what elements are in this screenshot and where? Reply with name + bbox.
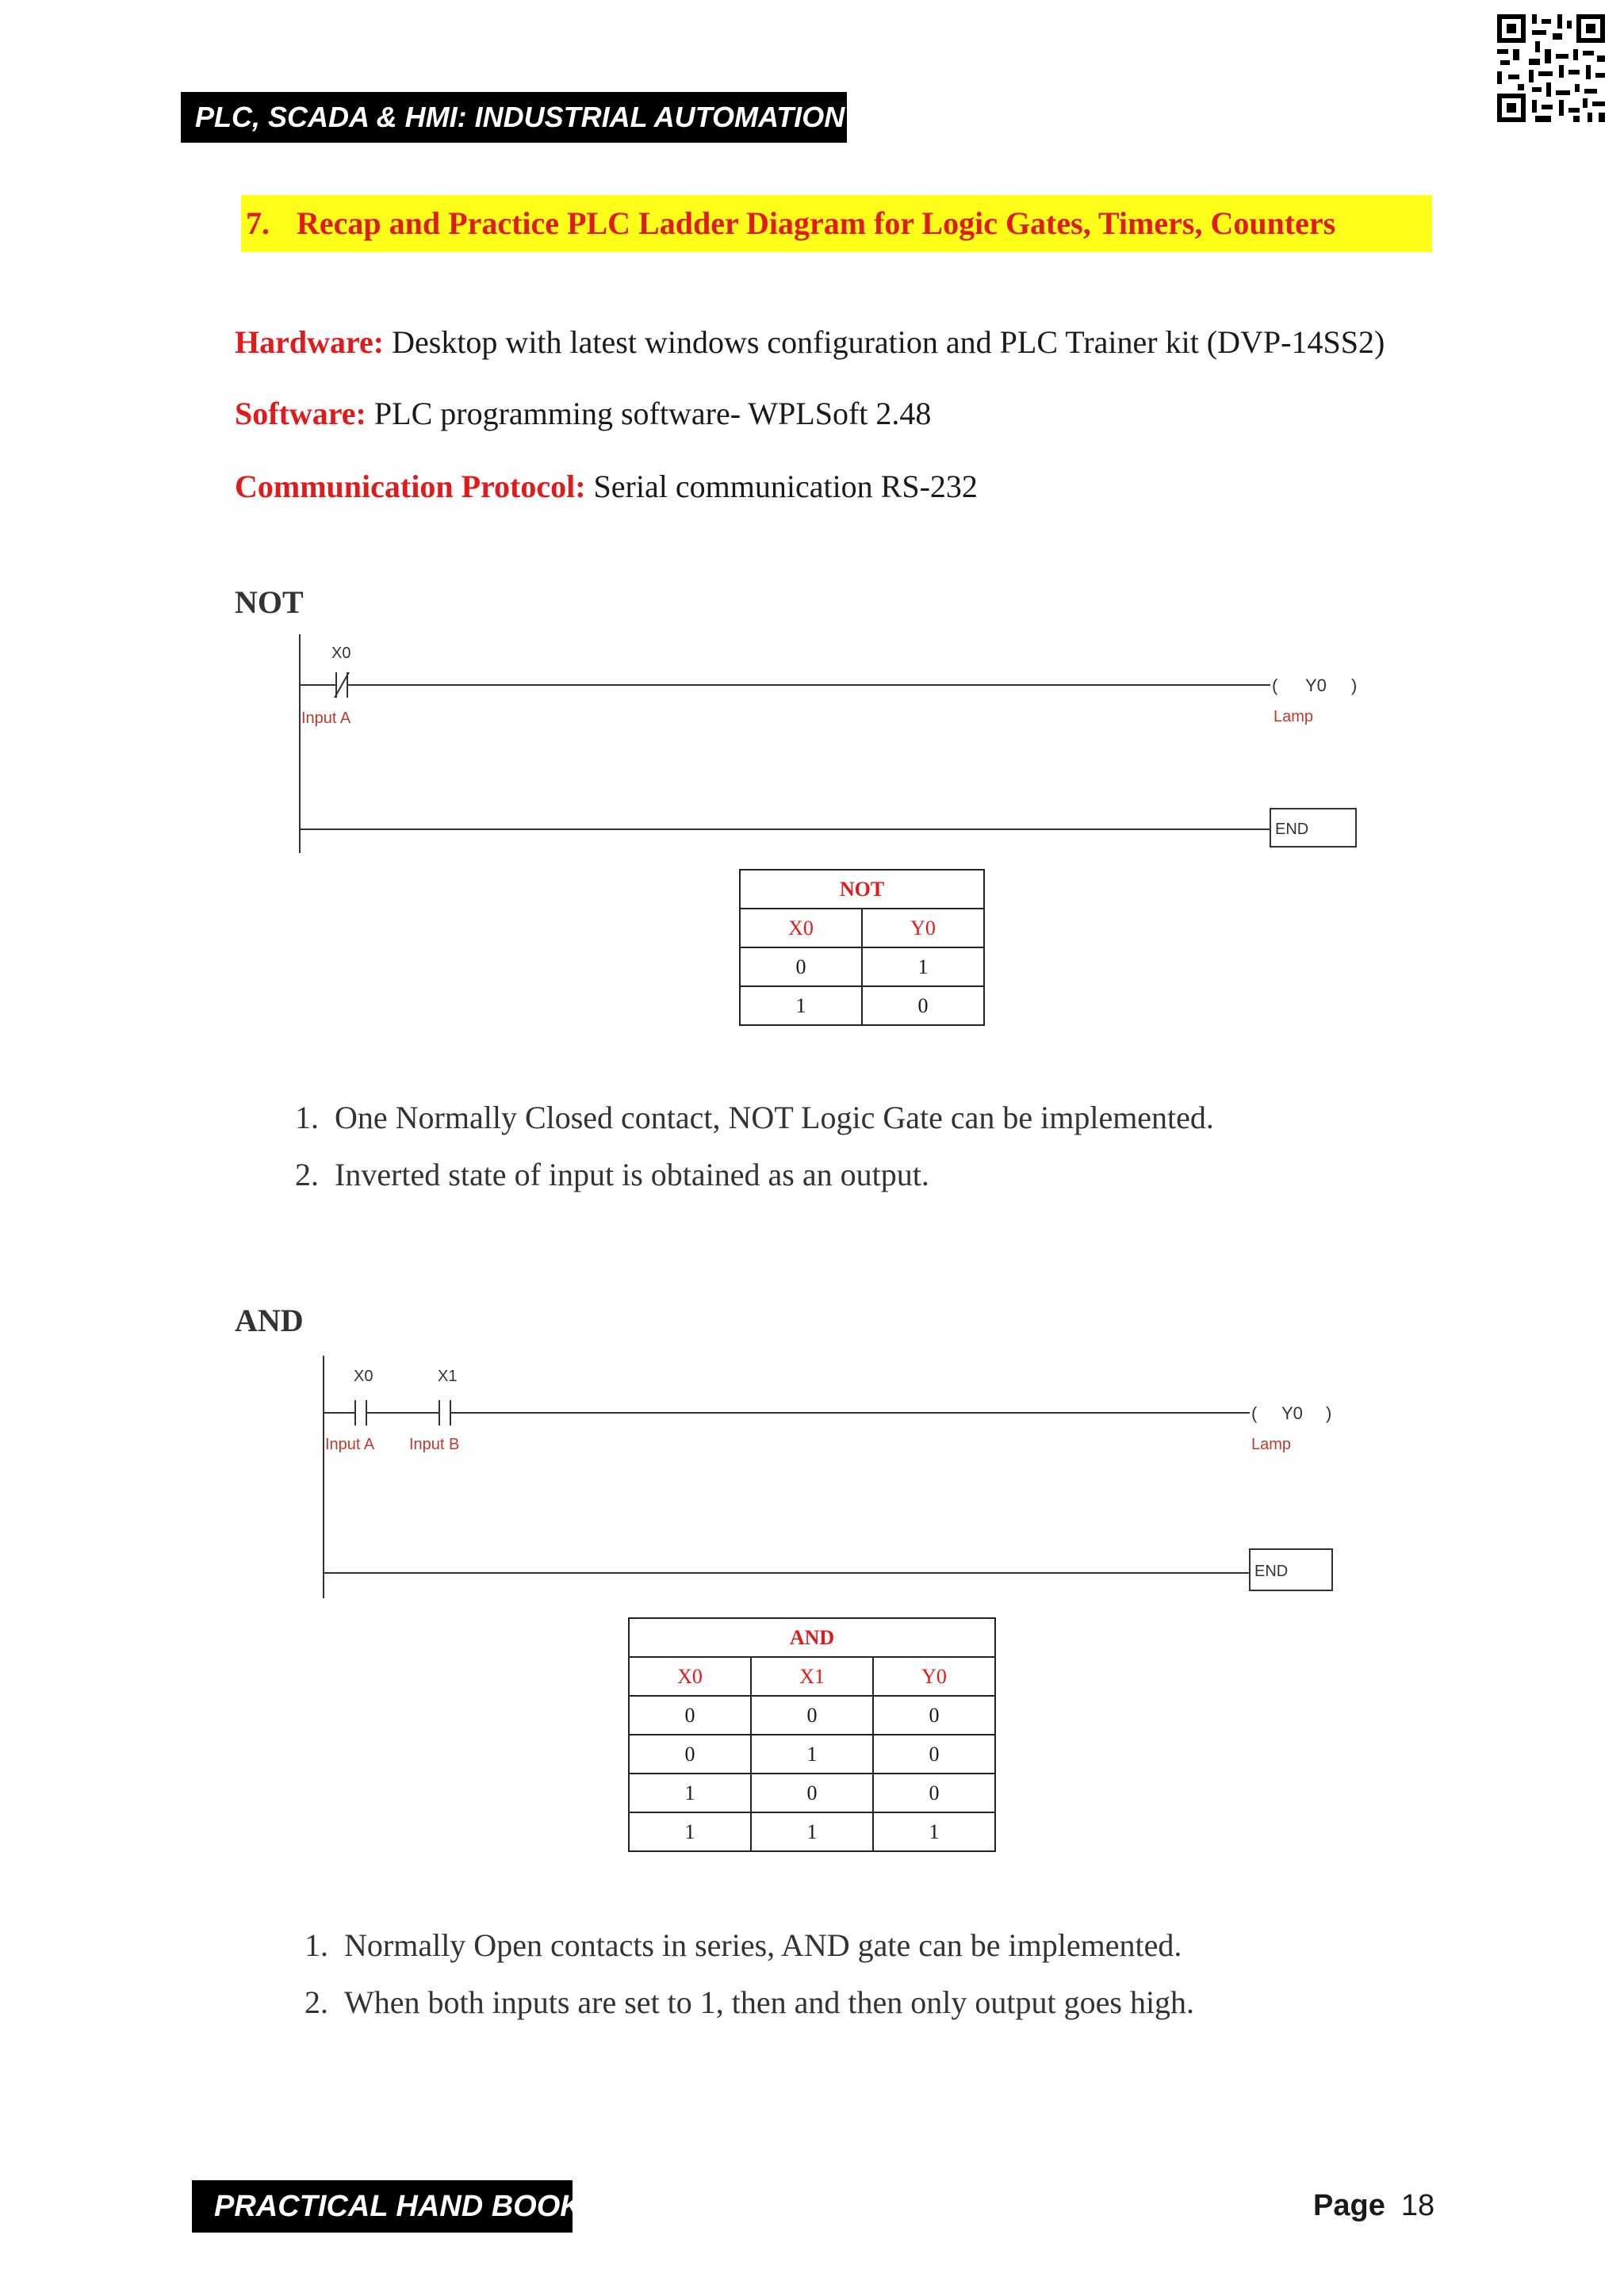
- table-cell: 0: [873, 1696, 995, 1735]
- not-table-header: X0: [740, 909, 862, 947]
- table-cell: 1: [740, 986, 862, 1025]
- section-number: 7.: [246, 205, 270, 241]
- and-coil-open: (: [1251, 1403, 1258, 1423]
- table-cell: 1: [873, 1812, 995, 1851]
- table-cell: 0: [751, 1774, 873, 1812]
- table-cell: 0: [873, 1735, 995, 1774]
- table-row: [629, 1735, 995, 1774]
- hardware-line: [235, 323, 1385, 361]
- not-coil-label: Lamp: [1274, 708, 1314, 725]
- table-row: [629, 1812, 995, 1851]
- page-label: Page: [1313, 2189, 1385, 2222]
- and-table-title: AND: [629, 1618, 995, 1657]
- table-cell: 0: [862, 986, 984, 1025]
- table-cell: 1: [629, 1812, 751, 1851]
- table-cell: 1: [862, 947, 984, 986]
- not-contact-address: X0: [331, 645, 351, 662]
- and-contact2-address: X1: [438, 1368, 458, 1385]
- and-contact1-label: Input A: [325, 1436, 375, 1453]
- table-cell: 0: [740, 947, 862, 986]
- table-row: [629, 1696, 995, 1735]
- not-table-title: NOT: [740, 870, 984, 909]
- not-note-2: 2. Inverted state of input is obtained as an output.: [295, 1157, 929, 1192]
- and-table-header: Y0: [873, 1657, 995, 1696]
- table-row: [740, 986, 984, 1025]
- section-title: Recap and Practice PLC Ladder Diagram for Logic Gates, Timers, Counters: [297, 205, 1336, 241]
- not-table-header: Y0: [862, 909, 984, 947]
- not-ladder-diagram: [293, 634, 1372, 856]
- and-truth-table: [628, 1617, 996, 1852]
- table-cell: 1: [629, 1774, 751, 1812]
- protocol-label: Communication Protocol:: [235, 469, 586, 504]
- and-table-header: X0: [629, 1657, 751, 1696]
- section-title-bar: [241, 195, 1432, 252]
- and-coil-label: Lamp: [1251, 1436, 1292, 1453]
- page-number-value: 18: [1400, 2189, 1435, 2222]
- and-note-2: 2. When both inputs are set to 1, then and then only output goes high.: [304, 1984, 1195, 2020]
- not-heading: NOT: [235, 584, 304, 620]
- not-coil-open: (: [1272, 675, 1278, 695]
- table-cell: 0: [751, 1696, 873, 1735]
- software-line: [235, 395, 931, 432]
- and-end-label: END: [1254, 1563, 1289, 1580]
- not-end-label: END: [1275, 821, 1309, 838]
- software-label: Software:: [235, 396, 366, 431]
- footer-label: PRACTICAL HAND BOOK: [192, 2180, 573, 2233]
- and-note-1: 1. Normally Open contacts in series, AND gate can be implemented.: [304, 1927, 1182, 1963]
- software-value: PLC programming software- WPLSoft 2.48: [366, 396, 932, 431]
- table-row: [740, 947, 984, 986]
- protocol-line: [235, 468, 978, 505]
- header-title: PLC, SCADA & HMI: INDUSTRIAL AUTOMATION: [181, 92, 847, 143]
- and-contact2-label: Input B: [409, 1436, 460, 1453]
- and-heading: AND: [235, 1303, 304, 1338]
- not-coil-address: Y0: [1305, 675, 1327, 695]
- table-cell: 0: [873, 1774, 995, 1812]
- table-cell: 1: [751, 1735, 873, 1774]
- table-cell: 1: [751, 1812, 873, 1851]
- table-cell: 0: [629, 1735, 751, 1774]
- qr-code-icon: [1497, 14, 1605, 122]
- protocol-value: Serial communication RS-232: [585, 469, 978, 504]
- not-coil-close: ): [1351, 675, 1358, 695]
- page-number: [1313, 2182, 1434, 2229]
- table-cell: 0: [629, 1696, 751, 1735]
- and-ladder-diagram: [317, 1356, 1348, 1601]
- hardware-label: Hardware:: [235, 324, 385, 360]
- and-table-header: X1: [751, 1657, 873, 1696]
- table-row: [629, 1774, 995, 1812]
- and-coil-address: Y0: [1281, 1403, 1303, 1423]
- not-truth-table: [739, 869, 985, 1026]
- and-contact1-address: X0: [354, 1368, 373, 1385]
- not-contact-label: Input A: [301, 710, 351, 727]
- and-coil-close: ): [1326, 1403, 1332, 1423]
- hardware-value: Desktop with latest windows configuration and PLC Trainer kit (DVP-14SS2): [384, 324, 1385, 360]
- not-note-1: 1. One Normally Closed contact, NOT Logic Gate can be implemented.: [295, 1100, 1214, 1135]
